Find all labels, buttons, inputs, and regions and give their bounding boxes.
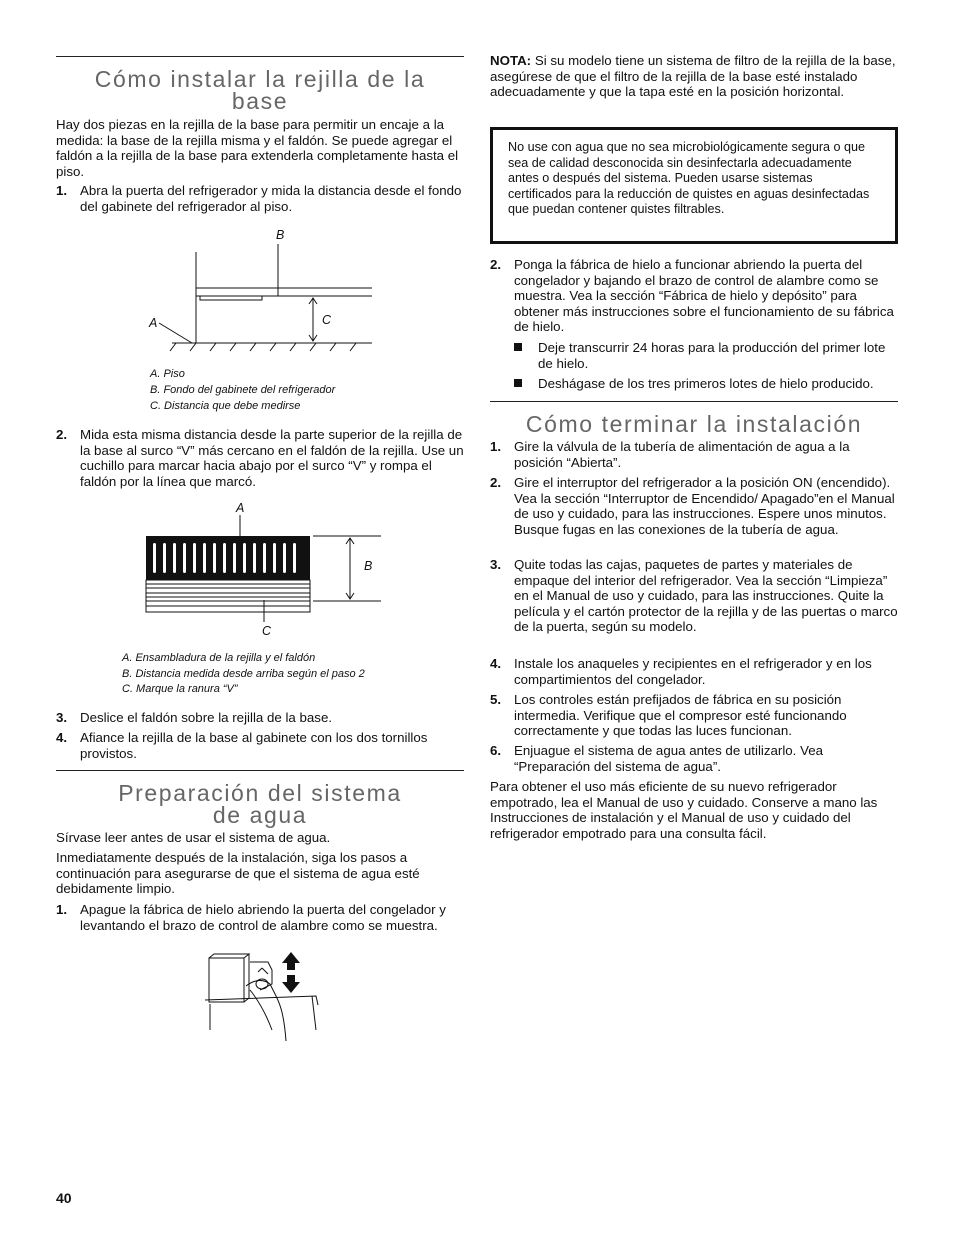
step-number: 3. <box>490 557 502 572</box>
water-paragraph-2: Inmediatamente después de la instalación, siga los pasos a continuación para asegurarse de que el sistema de agua esté debidamente limpio. <box>56 850 420 897</box>
step-text: Los controles están prefijados de fábrica en su posición intermedia. Verifique que el compresor esté funcionando correctamente y que todas las luces funcionan. <box>514 692 847 739</box>
step-number: 1. <box>490 439 502 454</box>
fig1-label-a: A <box>149 316 158 330</box>
step-number: 1. <box>56 183 68 198</box>
step-text: Ponga la fábrica de hielo a funcionar abriendo la puerta del congelador y bajando el brazo de control de alambre como se muestra. Vea la sección “Fábrica de hielo y depósito” para obtener más instrucciones sobre el funcionamiento de su fábrica de hielo. <box>514 257 894 335</box>
step-text: Afiance la rejilla de la base al gabinete con los dos tornillos provistos. <box>80 730 428 761</box>
fig2-caption-a: A. Ensambladura de la rejilla y el faldón <box>122 652 316 664</box>
warning-text: No use con agua que no sea microbiológicamente segura o que sea de calidad desconocida sin desinfectarla adecuadamente antes o después del sistema. Pueden usarse sistemas certificados para la reducción de quistes en aguas desinfectadas que puedan contener quistes filtrables. <box>508 140 870 217</box>
step-text: Quite todas las cajas, paquetes de partes y materiales de empaque del interior del refrigerador. Vea la sección “Limpieza” en el Manual de uso y cuidado, para las instrucciones. Quite la película y el cartón protector de la rejilla y de las puertas o marco de la puerta, según su modelo. <box>514 557 898 635</box>
step-number: 4. <box>490 656 502 671</box>
water-paragraph-1: Sírvase leer antes de usar el sistema de agua. <box>56 830 331 845</box>
step-text: Enjuague el sistema de agua antes de utilizarlo. Vea “Preparación del sistema de agua”. <box>514 743 823 774</box>
heading-text: Cómo terminar la instalación <box>525 411 863 437</box>
step-text: Abra la puerta del refrigerador y mida la distancia desde el fondo del gabinete del refrigerador al piso. <box>80 183 462 214</box>
step-number: 3. <box>56 710 68 725</box>
step-number: 2. <box>490 475 502 490</box>
fig2-label-a: A <box>236 501 245 515</box>
fig1-caption-b: B. Fondo del gabinete del refrigerador <box>150 384 336 396</box>
intro-paragraph: Hay dos piezas en la rejilla de la base para permitir un encaje a la medida: la base de la rejilla misma y el faldón. Se puede agregar el faldón a la rejilla de la base para extenderla completamente hasta el piso. <box>56 117 459 179</box>
step-text: Deslice el faldón sobre la rejilla de la base. <box>80 710 333 725</box>
step-number: 5. <box>490 692 502 707</box>
warning-box <box>490 127 898 244</box>
fig1-caption-a: A. Piso <box>150 368 185 380</box>
fig1-caption-c: C. Distancia que debe medirse <box>150 400 301 412</box>
section-heading-finish-install <box>490 413 898 435</box>
fig2-caption-c: C. Marque la ranura “V” <box>122 683 238 695</box>
heading-text: Preparación del sistema de agua <box>118 780 402 828</box>
bullet-text: Deshágase de los tres primeros lotes de hielo producido. <box>538 376 874 391</box>
heading-text: Cómo instalar la rejilla de la base <box>94 66 426 114</box>
step-text: Mida esta misma distancia desde la parte superior de la rejilla de la base al surco “V” más cercano en el faldón de la rejilla. Use un cuchillo para marcar hacia abajo por el surco “V” y rompa el faldón por la línea que marcó. <box>80 427 464 489</box>
step-number: 1. <box>56 902 68 917</box>
fig1-label-c: C <box>322 313 332 327</box>
nota-label: NOTA: <box>490 53 532 68</box>
bullet-text: Deje transcurrir 24 horas para la producción del primer lote de hielo. <box>538 340 886 371</box>
step-text: Gire la válvula de la tubería de alimentación de agua a la posición “Abierta”. <box>514 439 850 470</box>
nota-text: Si su modelo tiene un sistema de filtro de la rejilla de la base, asegúrese de que el filtro de la rejilla de la base esté instalado adecuadamente y que la tapa esté en la posición horizontal. <box>490 53 896 100</box>
fig1-label-b: B <box>276 228 285 242</box>
step-number: 4. <box>56 730 68 745</box>
page-number: 40 <box>56 1190 72 1206</box>
section-rule <box>490 401 898 402</box>
fig2-label-c: C <box>262 624 272 638</box>
fig2-caption-b: B. Distancia medida desde arriba según el paso 2 <box>122 668 365 680</box>
bullet-square-icon <box>514 343 522 351</box>
step-number: 2. <box>56 427 68 442</box>
step-text: Apague la fábrica de hielo abriendo la puerta del congelador y levantando el brazo de control de alambre como se muestra. <box>80 902 446 933</box>
nota-paragraph <box>490 53 898 100</box>
closing-paragraph: Para obtener el uso más eficiente de su nuevo refrigerador empotrado, lea el Manual de uso y cuidado. Conserve a mano las Instrucciones de instalación y el Manual de uso y cuidado del refrigerador empotrado para una consulta fácil. <box>490 779 878 841</box>
step-number: 6. <box>490 743 502 758</box>
fig2-label-b: B <box>364 559 373 573</box>
bullet-square-icon <box>514 379 522 387</box>
step-text: Gire el interruptor del refrigerador a la posición ON (encendido). Vea la sección “Interruptor de Encendido/ Apagado”en el Manual de uso y cuidado, para las instrucciones. Espere unos minutos. Busque fugas en las conexiones de la tubería de agua. <box>514 475 895 537</box>
step-text: Instale los anaqueles y recipientes en el refrigerador y en los compartimientos del congelador. <box>514 656 872 687</box>
step-number: 2. <box>490 257 502 272</box>
